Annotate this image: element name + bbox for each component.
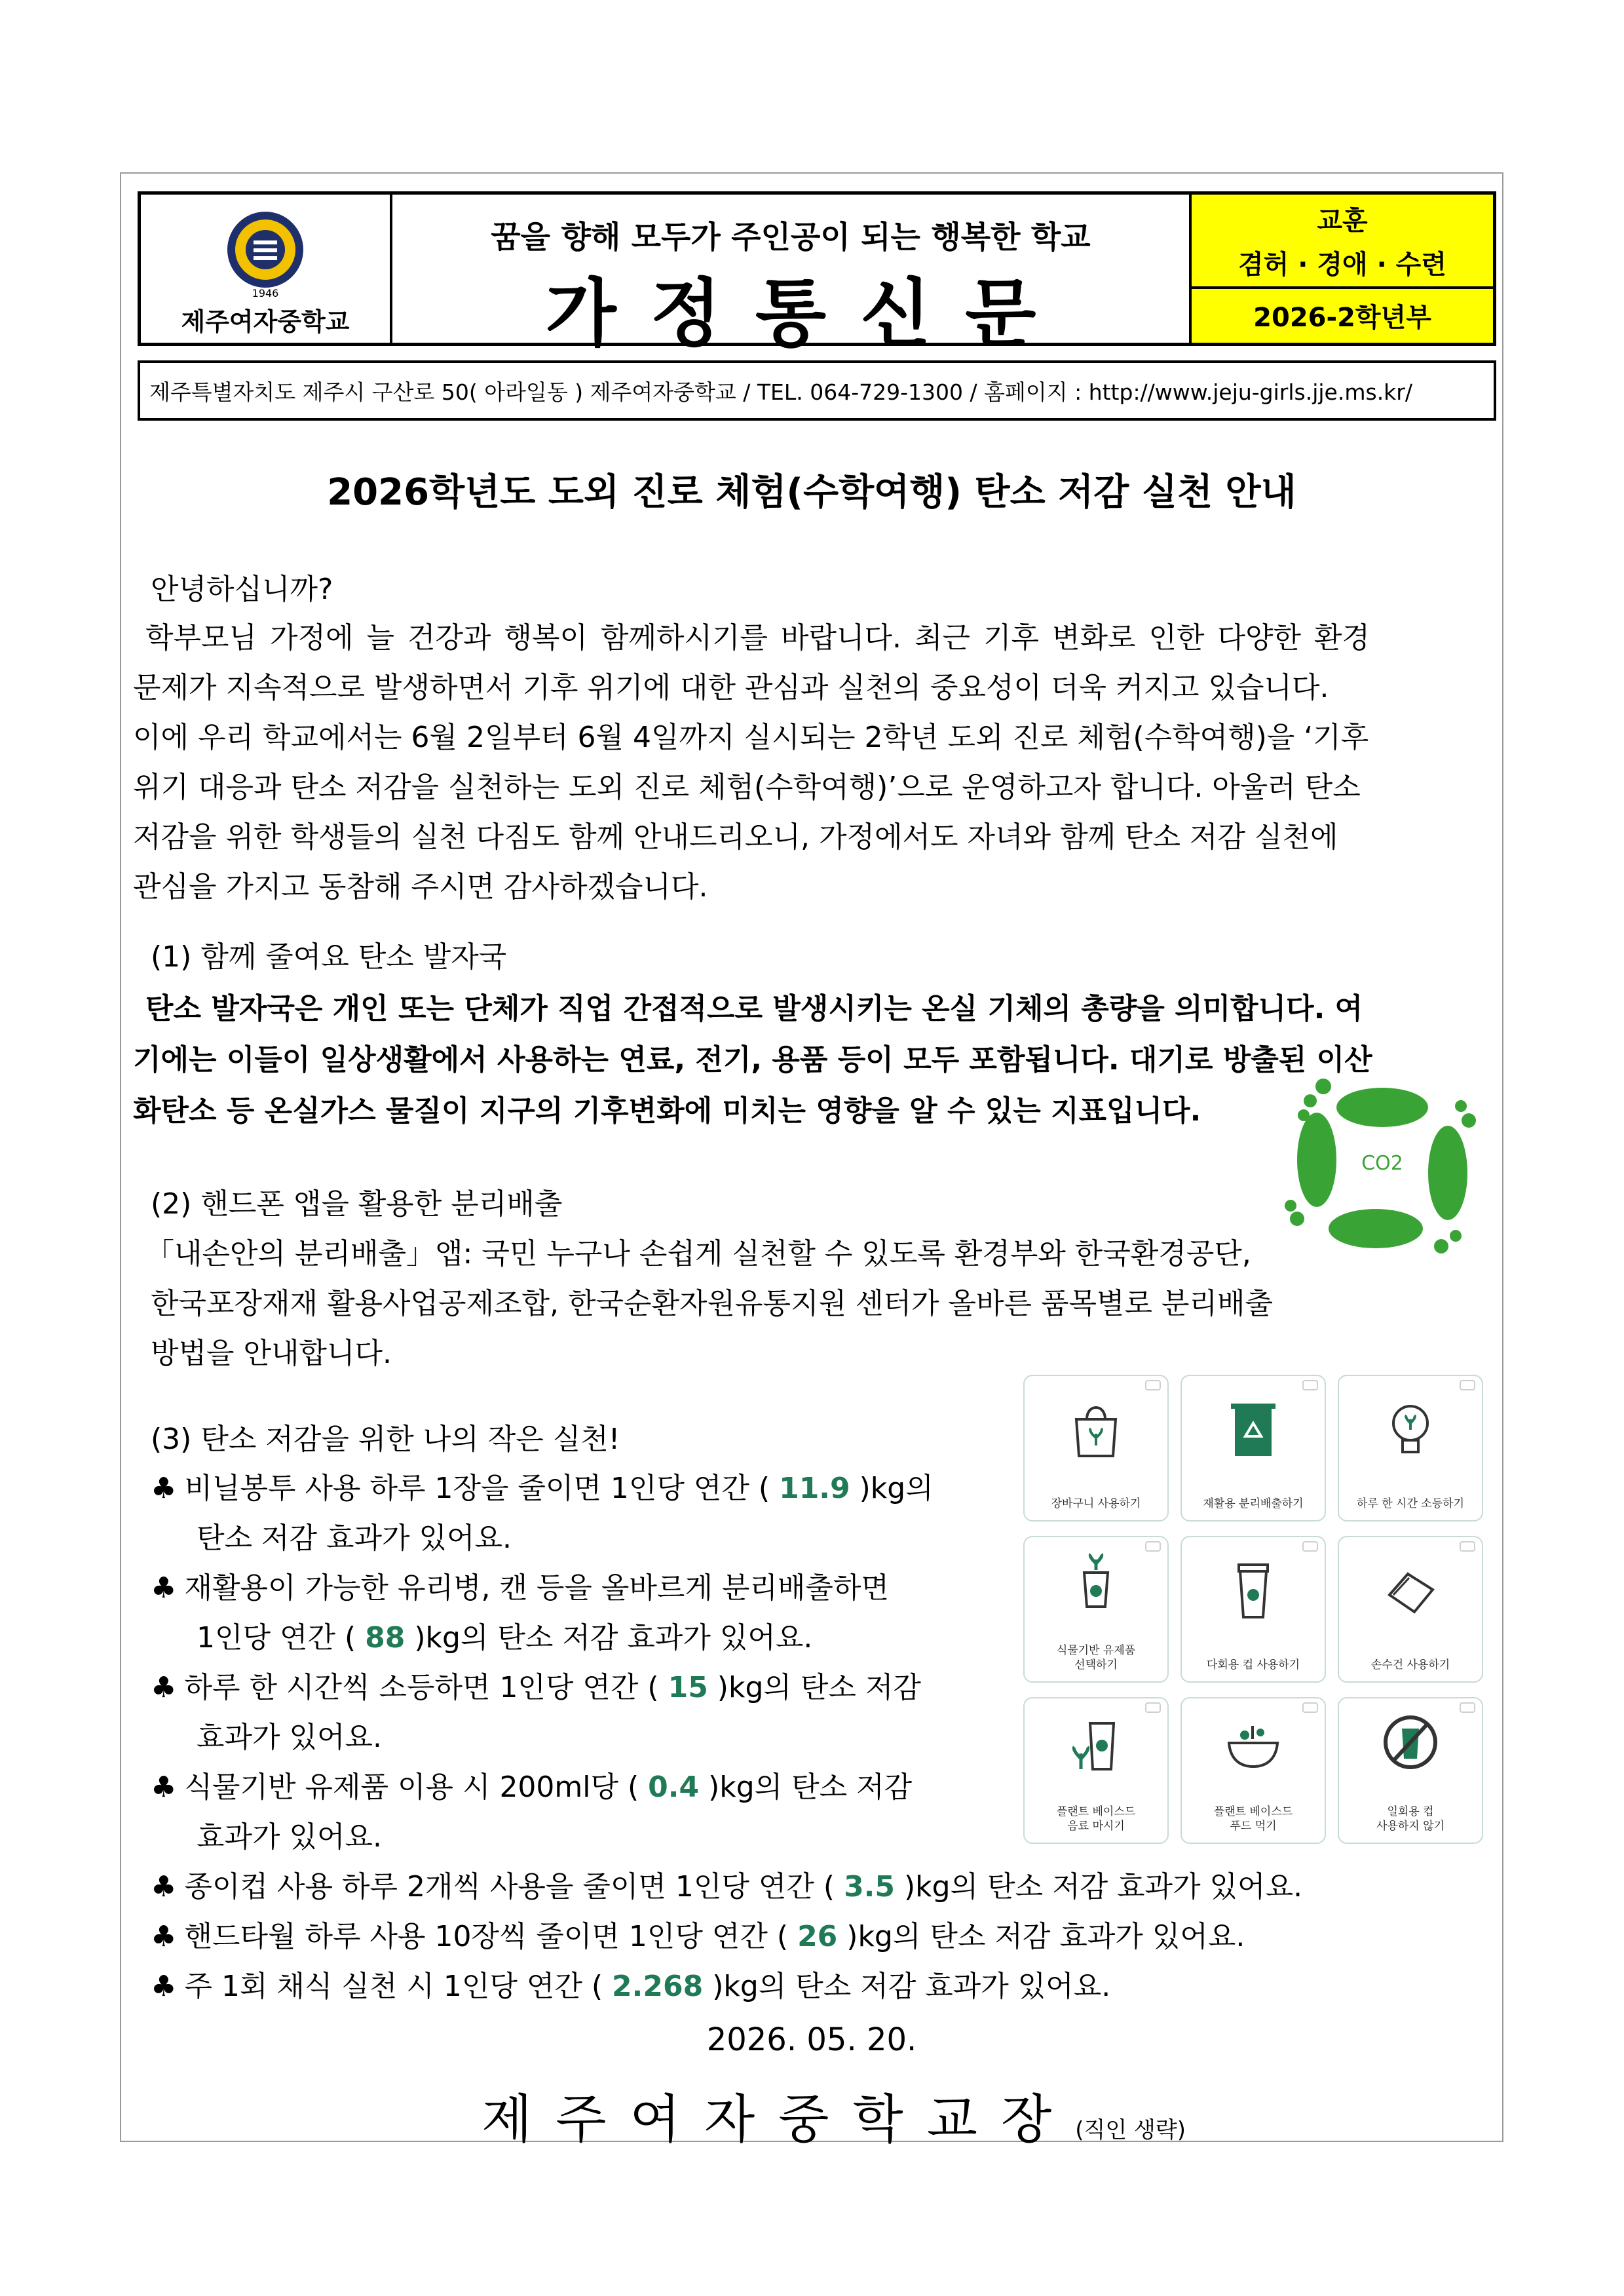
practice-item-cont: 효과가 있어요. <box>197 1721 382 1754</box>
camera-icon <box>1145 1380 1161 1390</box>
camera-icon <box>1460 1702 1475 1713</box>
svg-text:1946: 1946 <box>252 287 279 299</box>
card-label: 식물기반 유제품 선택하기 <box>1056 1644 1136 1672</box>
camera-icon <box>1460 1380 1475 1390</box>
reduction-value: 26 <box>797 1920 838 1953</box>
practice-card <box>1180 1375 1326 1521</box>
title-cell <box>392 195 1192 356</box>
camera-icon <box>1302 1702 1318 1713</box>
club-bullet-icon: ♣ <box>151 1970 177 2003</box>
camera-icon <box>1302 1541 1318 1552</box>
motto-text: 겸허 · 경애 · 수련 <box>1238 249 1446 280</box>
card-label: 일회용 컵 사용하지 않기 <box>1376 1805 1445 1833</box>
app-description-line: 한국포장재재 활용사업공제조합, 한국순환자원유통지원 센터가 올바른 품목별로 분리배출 <box>151 1287 1274 1320</box>
intro-line: 저감을 위한 학생들의 실천 다짐도 함께 안내드리오니, 가정에서도 자녀와 함께 탄소 저감 실천에 <box>133 820 1338 854</box>
signature-text: 제주여자중학교장 <box>482 2089 1076 2150</box>
practice-card <box>1338 1536 1483 1683</box>
co2-footprint-icon <box>1284 1075 1481 1258</box>
practice-item: ♣ 재활용이 가능한 유리병, 캔 등을 올바르게 분리배출하면 <box>151 1571 889 1605</box>
newsletter-header <box>138 191 1496 356</box>
camera-icon <box>1302 1380 1318 1390</box>
card-label: 재활용 분리배출하기 <box>1203 1497 1304 1510</box>
section-heading: (2) 핸드폰 앱을 활용한 분리배출 <box>151 1187 563 1221</box>
camera-icon <box>1145 1541 1161 1552</box>
practice-item: ♣ 주 1회 채식 실천 시 1인당 연간 ( 2.268 )kg의 탄소 저감 효과가 있어요. <box>151 1970 1111 2003</box>
no-disposable-cup-icon <box>1381 1713 1440 1772</box>
reduction-value: 15 <box>668 1671 708 1704</box>
intro-line: 위기 대응과 탄소 저감을 실천하는 도외 진로 체험(수학여행)’으로 운영하고자 합니다. 아울러 탄소 <box>133 771 1361 804</box>
card-label: 플랜트 베이스드 푸드 먹기 <box>1213 1805 1293 1833</box>
practice-item: ♣ 핸드타월 하루 사용 10장씩 줄이면 1인당 연간 ( 26 )kg의 탄소 저감 효과가 있어요. <box>151 1920 1245 1953</box>
club-bullet-icon: ♣ <box>151 1870 177 1904</box>
intro-line: 관심을 가지고 동참해 주시면 감사하겠습니다. <box>133 870 708 904</box>
practice-card <box>1180 1536 1326 1683</box>
reduction-value: 11.9 <box>779 1472 850 1505</box>
school-emblem-logo <box>200 209 331 301</box>
principal-signature <box>482 2077 1186 2152</box>
club-bullet-icon: ♣ <box>151 1571 177 1605</box>
school-address: 제주특별자치도 제주시 구산로 50( 아라일동 ) 제주여자중학교 / TEL. 064-729-1300 / 홈페이지 : http://www.jeju-girls.jje.ms.kr/ <box>138 360 1496 421</box>
card-label: 장바구니 사용하기 <box>1051 1497 1141 1510</box>
practice-card <box>1338 1375 1483 1521</box>
intro-line: 문제가 지속적으로 발생하면서 기후 위기에 대한 관심과 실천의 중요성이 더욱 커지고 있습니다. <box>133 671 1329 704</box>
reduction-value: 0.4 <box>648 1770 700 1804</box>
practice-item-cont: 1인당 연간 ( 88 )kg의 탄소 저감 효과가 있어요. <box>197 1621 813 1655</box>
plant-milk-icon <box>1070 1550 1122 1609</box>
club-bullet-icon: ♣ <box>151 1472 177 1505</box>
practice-item: ♣ 비닐봉투 사용 하루 1장을 줄이면 1인당 연간 ( 11.9 )kg의 <box>151 1472 934 1505</box>
grade-box <box>1192 289 1493 343</box>
club-bullet-icon: ♣ <box>151 1770 177 1804</box>
card-label: 플랜트 베이스드 음료 마시기 <box>1056 1805 1136 1833</box>
lightbulb-icon <box>1384 1400 1437 1459</box>
club-bullet-icon: ♣ <box>151 1671 177 1704</box>
grade-text: 2026-2학년부 <box>1253 303 1431 334</box>
svg-text:CO2: CO2 <box>1361 1152 1403 1175</box>
footprint-definition-line: 기에는 이들이 일상생활에서 사용하는 연료, 전기, 용품 등이 모두 포함됩니다. 대기로 방출된 이산 <box>133 1043 1372 1077</box>
greeting: 안녕하십니까? <box>151 573 333 606</box>
reduction-value: 3.5 <box>844 1870 896 1904</box>
camera-icon <box>1460 1541 1475 1552</box>
info-cell <box>1192 195 1493 343</box>
section-heading: (3) 탄소 저감을 위한 나의 작은 실천! <box>151 1423 620 1456</box>
issue-date: 2026. 05. 20. <box>706 2021 917 2058</box>
practice-card <box>1023 1536 1169 1683</box>
practice-item: ♣ 종이컵 사용 하루 2개씩 사용을 줄이면 1인당 연간 ( 3.5 )kg의 탄소 저감 효과가 있어요. <box>151 1870 1303 1904</box>
school-name: 제주여자중학교 <box>181 307 350 336</box>
practice-card <box>1338 1697 1483 1844</box>
camera-icon <box>1145 1702 1161 1713</box>
practice-card <box>1180 1697 1326 1844</box>
seal-omitted-note: (직인 생략) <box>1075 2117 1186 2143</box>
shopping-bag-icon <box>1070 1400 1122 1459</box>
recycle-bin-icon <box>1227 1400 1279 1459</box>
app-description-line: 「내손안의 분리배출」앱: 국민 누구나 손쉽게 실천할 수 있도록 환경부와 한국환경공단, <box>145 1237 1251 1271</box>
logo-cell <box>141 195 392 343</box>
reduction-value: 2.268 <box>612 1970 704 2003</box>
school-slogan: 꿈을 향해 모두가 주인공이 되는 행복한 학교 <box>491 220 1091 256</box>
practice-item: ♣ 식물기반 유제품 이용 시 200ml당 ( 0.4 )kg의 탄소 저감 <box>151 1770 913 1804</box>
newsletter-title: 가정통신문 <box>545 271 1070 356</box>
reusable-cup-icon <box>1227 1561 1279 1620</box>
app-description-line: 방법을 안내합니다. <box>151 1337 392 1370</box>
plant-food-icon <box>1224 1713 1283 1772</box>
card-label: 손수건 사용하기 <box>1370 1658 1450 1672</box>
plant-drink-icon <box>1067 1713 1125 1772</box>
reduction-value: 88 <box>365 1621 406 1655</box>
practice-item-cont: 효과가 있어요. <box>197 1820 382 1854</box>
footprint-definition-line: 화탄소 등 온실가스 물질이 지구의 기후변화에 미치는 영향을 알 수 있는 지표입니다. <box>133 1094 1201 1128</box>
card-label: 하루 한 시간 소등하기 <box>1356 1497 1464 1510</box>
card-label: 다회용 컵 사용하기 <box>1206 1658 1300 1672</box>
club-bullet-icon: ♣ <box>151 1920 177 1953</box>
document-title: 2026학년도 도외 진로 체험(수학여행) 탄소 저감 실천 안내 <box>327 471 1296 514</box>
practice-icon-grid <box>1023 1375 1484 1844</box>
practice-item: ♣ 하루 한 시간씩 소등하면 1인당 연간 ( 15 )kg의 탄소 저감 <box>151 1671 921 1704</box>
practice-card <box>1023 1697 1169 1844</box>
intro-line: 이에 우리 학교에서는 6월 2일부터 6월 4일까지 실시되는 2학년 도외 진로 체험(수학여행)을 ‘기후 <box>133 721 1369 754</box>
motto-title: 교훈 <box>1317 205 1368 236</box>
motto-box <box>1192 195 1493 289</box>
practice-card <box>1023 1375 1169 1521</box>
intro-line: 학부모님 가정에 늘 건강과 행복이 함께하시기를 바랍니다. 최근 기후 변화로 인한 다양한 환경 <box>145 621 1370 655</box>
footprint-definition-line: 탄소 발자국은 개인 또는 단체가 직업 간접적으로 발생시키는 온실 기체의 총량을 의미합니다. 여 <box>145 992 1363 1025</box>
section-heading: (1) 함께 줄여요 탄소 발자국 <box>151 940 507 974</box>
handkerchief-icon <box>1384 1561 1437 1620</box>
practice-item-cont: 탄소 저감 효과가 있어요. <box>197 1521 512 1555</box>
